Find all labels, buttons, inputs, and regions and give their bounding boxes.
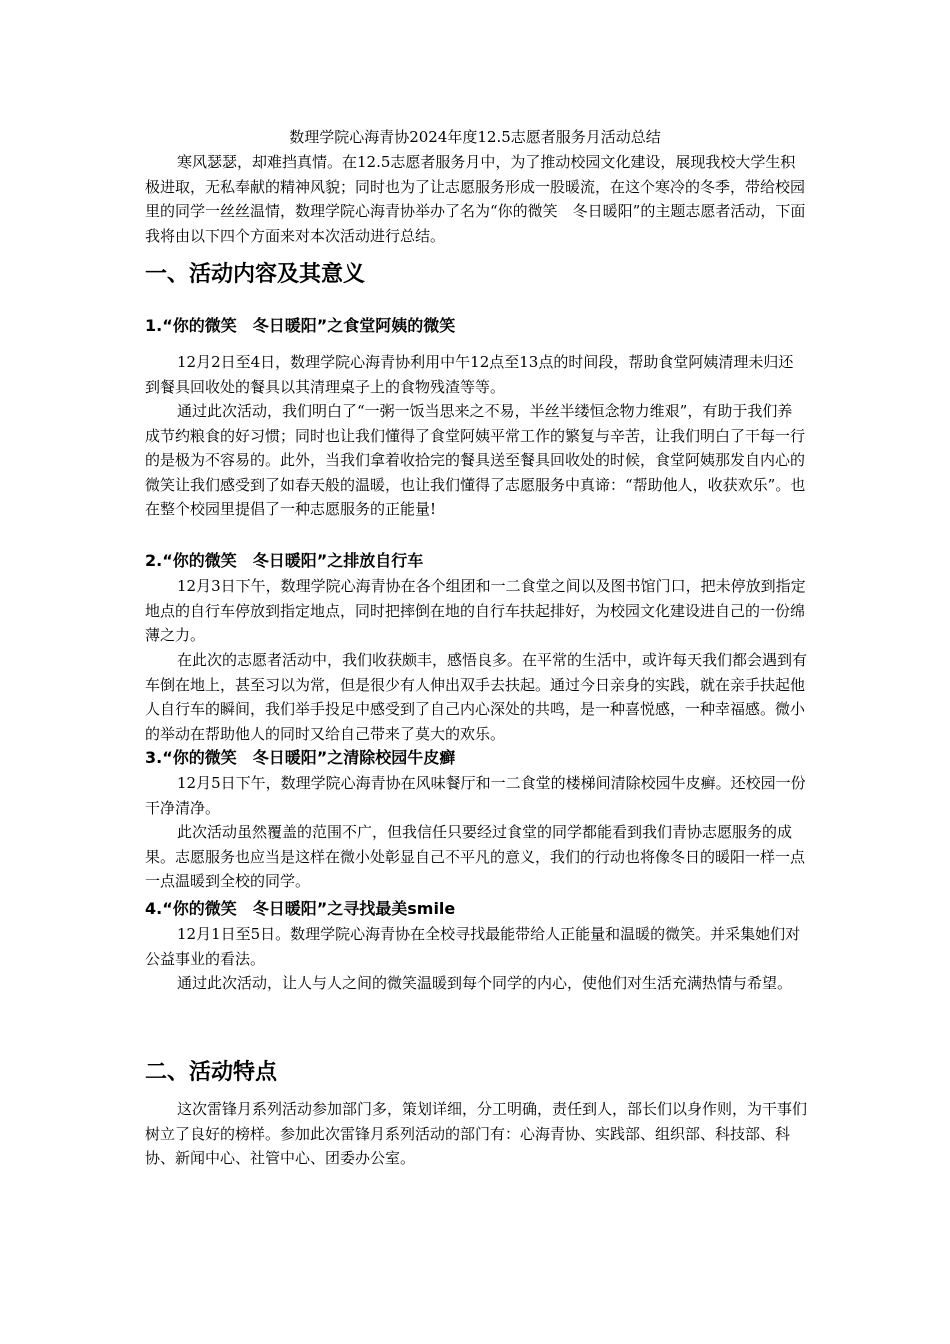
intro-paragraph: 寒风瑟瑟，却难挡真情。在12.5志愿者服务月中，为了推动校园文化建设，展现我校大学生积极进取，无私奉献的精神风貌；同时也为了让志愿服务形成一股暖流，在这个寒冷的冬季，带给校园里的同学一丝丝温情，数理学院心海青协举办了名为“你的微笑 冬日暖阳”的主题志愿者活动，下面我将由以下四个方面来对本次活动进行总结。 xyxy=(145,153,806,245)
document-title: 数理学院心海青协2024年度12.5志愿者服务月活动总结 xyxy=(289,128,661,146)
item-3-heading: 3.“你的微笑 冬日暖阳”之清除校园牛皮癣 xyxy=(145,748,456,767)
item-1-paragraph-1: 12月2日至4日，数理学院心海青协利用中午12点至13点的时间段，帮助食堂阿姨清理未归还到餐具回收处的餐具以其清理桌子上的食物残渣等等。 xyxy=(145,353,794,396)
section-2-heading: 二、活动特点 xyxy=(145,1060,278,1085)
item-4-paragraph-2: 通过此次活动，让人与人之间的微笑温暖到每个同学的内心，使他们对生活充满热情与希望。 xyxy=(177,974,793,992)
item-3-paragraph-1: 12月5日下午，数理学院心海青协在风味餐厅和一二食堂的楼梯间清除校园牛皮癣。还校园一份干净清净。 xyxy=(145,774,806,817)
item-3-paragraph-2: 此次活动虽然覆盖的范围不广，但我信任只要经过食堂的同学都能看到我们青协志愿服务的成果。志愿服务也应当是这样在微小处彰显自己不平凡的意义，我们的行动也将像冬日的暖阳一样一点一点温暖到全校的同学。 xyxy=(145,823,806,890)
item-2-heading: 2.“你的微笑 冬日暖阳”之排放自行车 xyxy=(145,551,424,570)
item-1-paragraph-2: 通过此次活动，我们明白了“一粥一饭当思来之不易，半丝半缕恒念物力维艰”，有助于我们养成节约粮食的好习惯；同时也让我们懂得了食堂阿姨平常工作的繁复与辛苦，让我们明白了干每一行的是极为不容易的。此外，当我们拿着收拾完的餐具送至餐具回收处的时候，食堂阿姨那发自内心的微笑让我们感受到了如春天般的温暖，也让我们懂得了志愿服务中真谛：“帮助他人，收获欢乐”。也在整个校园里提倡了一种志愿服务的正能量! xyxy=(145,402,806,518)
item-4-paragraph-1: 12月1日至5日。数理学院心海青协在全校寻找最能带给人正能量和温暖的微笑。并采集她们对公益事业的看法。 xyxy=(145,925,801,968)
section-1-heading: 一、活动内容及其意义 xyxy=(145,262,366,287)
item-2-paragraph-1: 12月3日下午，数理学院心海青协在各个组团和一二食堂之间以及图书馆门口，把未停放到指定地点的自行车停放到指定地点，同时把摔倒在地的自行车扶起排好，为校园文化建设进自己的一份绵薄之力。 xyxy=(145,577,806,644)
item-1-heading: 1.“你的微笑 冬日暖阳”之食堂阿姨的微笑 xyxy=(145,316,456,335)
section-2-paragraph: 这次雷锋月系列活动参加部门多，策划详细，分工明确，责任到人，部长们以身作则，为干事们树立了良好的榜样。参加此次雷锋月系列活动的部门有：心海青协、实践部、组织部、科技部、科协、新闻中心、社管中心、团委办公室。 xyxy=(145,1100,808,1167)
item-4-heading: 4.“你的微笑 冬日暖阳”之寻找最美smile xyxy=(145,899,456,918)
item-2-paragraph-2: 在此次的志愿者活动中，我们收获颇丰，感悟良多。在平常的生活中，或许每天我们都会遇到有车倒在地上，甚至习以为常，但是很少有人伸出双手去扶起。通过今日亲身的实践，就在亲手扶起他人自行车的瞬间，我们举手投足中感受到了自己内心深处的共鸣，是一种喜悦感，一种幸福感。微小的举动在帮助他人的同时又给自己带来了莫大的欢乐。 xyxy=(145,651,808,743)
